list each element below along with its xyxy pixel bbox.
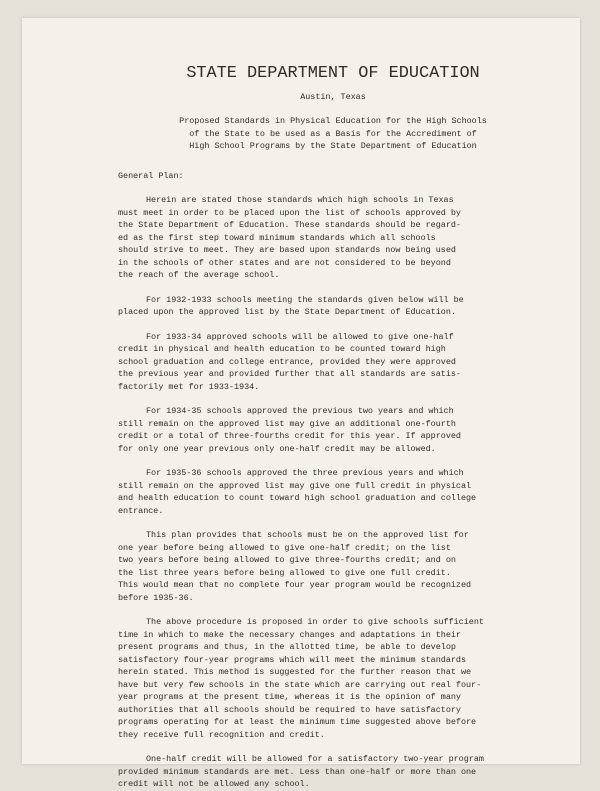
document-body [118,64,548,791]
paragraph-procedure: The above procedure is proposed in order to give schools sufficient time in which to make the necessary changes and adaptations in their present programs and thus, in the allotted time, be able to develop satisfactory four-year programs which will meet the minimum standards herein stated. This method is suggested for the further reason that we have but very few schools in the state which are carrying out real four- year programs at the present time, whereas it is the opinion of many authorities that all schools should be required to have satisfactory programs operating for at least the minimum time suggested above before they receive full recognition and credit. [118,617,484,740]
document-city: Austin, Texas [300,91,366,102]
paragraph-1935: For 1935-36 schools approved the three previous years and which still remain on the approved list may give one full credit in physical and health education to count toward high school graduation and college entrance. [118,468,477,516]
document-page [22,18,580,789]
paragraph-1934: For 1934-35 schools approved the previous two years and which still remain on the approved list may give an additional one-fourth credit or a total of three-fourths credit for this year. If approved for only one year previous only one-half credit may be allowed. [118,406,461,454]
document-subtitle [118,115,548,153]
paragraph-intro: Herein are stated those standards which high schools in Texas must meet in order to be placed upon the list of schools approved by the State Department of Education. These standards should be regard- ed as the first step toward minimum standards which all schools should strive to meet. They are based upon standards now being used in the schools of other states and are not considered to be beyond the reach of the average school. [118,195,461,280]
section-heading: General Plan: [118,170,184,181]
document-header: STATE DEPARTMENT OF EDUCATION [186,64,480,83]
paragraph-plan: This plan provides that schools must be on the approved list for one year before being allowed to give one-half credit; on the list two years before being allowed to give three-fourths credit; and on the list three years before being allowed to give one full credit. This would mean that no complete four year program would be recognized before 1935-36. [118,530,472,603]
paragraph-1933: For 1933-34 approved schools will be allowed to give one-half credit in physical and health education to be counted toward high school graduation and college entrance, provided they were approved the previous year and provided further that all standards are satis- factorily met for 1933-1934. [118,331,461,392]
subtitle-line: Proposed Standards in Physical Education for the High Schools [179,116,487,126]
paragraph-1932: For 1932-1933 schools meeting the standards given below will be placed upon the approved list by the State Department of Education. [118,294,464,317]
paragraph-credit: One-half credit will be allowed for a satisfactory two-year program provided minimum standards are met. Less than one-half or more than one credit will not be allowed any school. [118,754,484,789]
subtitle-line: of the State to be used as a Basis for the Accrediment of [189,128,477,139]
subtitle-line: High School Programs by the State Department of Education [189,141,477,151]
